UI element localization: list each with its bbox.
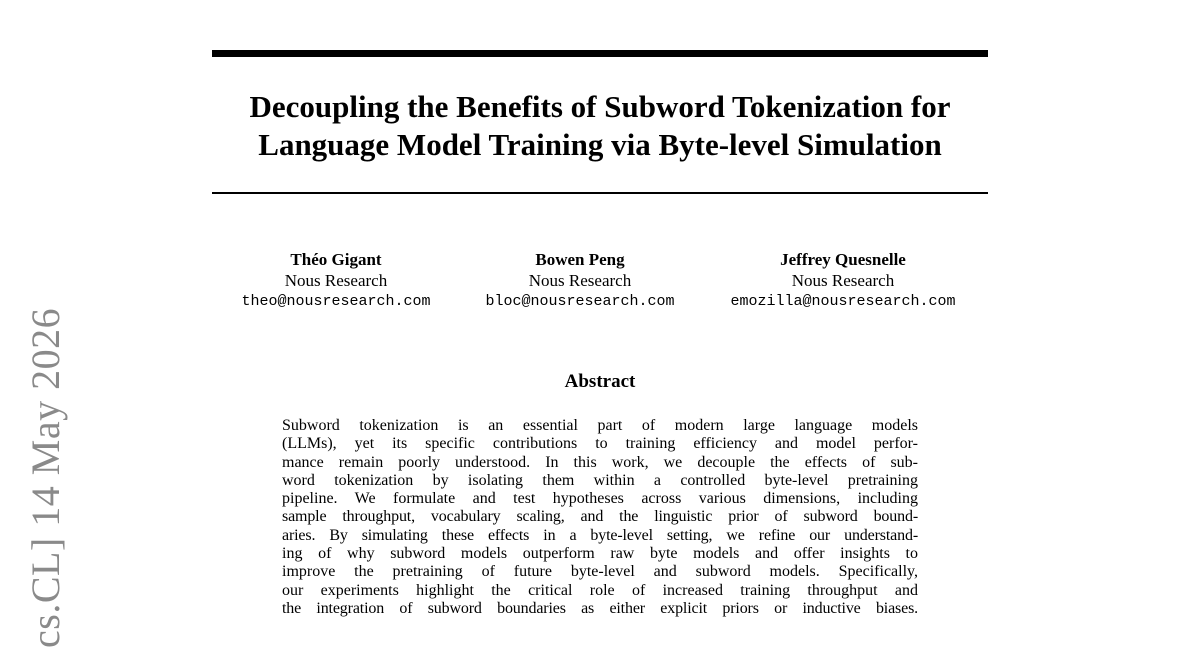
author-affiliation: Nous Research [528,271,632,290]
paper-title [212,88,988,164]
title-top-rule [212,50,988,57]
abstract-line: ing of why subword models outperform raw byte models and offer insights to [282,545,918,563]
author-name: Théo Gigant [290,250,382,269]
author-affiliation: Nous Research [791,271,895,290]
author-block-1 [228,249,444,313]
title-line-2: Language Model Training via Byte-level Simulation [258,127,942,162]
author-email[interactable]: bloc@nousresearch.com [485,293,675,310]
abstract-line: mance remain poorly understood. In this work, we decouple the effects of sub- [282,453,918,471]
abstract-line: (LLMs), yet its specific contributions to training efficiency and model perfor- [282,435,918,453]
author-email[interactable]: theo@nousresearch.com [241,293,431,310]
abstract-line: pipeline. We formulate and test hypotheses across various dimensions, including [282,490,918,508]
abstract-line: improve the pretraining of future byte-level and subword models. Specifically, [282,563,918,581]
abstract-heading: Abstract [564,371,636,392]
author-block-3 [714,249,972,313]
author-block-2 [472,249,688,313]
title-bottom-rule [212,192,988,194]
arxiv-side-stamp: cs.CL] 14 May 2026 [23,307,68,648]
abstract-line: sample throughput, vocabulary scaling, and the linguistic prior of subword bound- [282,508,918,526]
abstract-line: aries. By simulating these effects in a byte-level setting, we refine our understand- [282,526,918,544]
author-affiliation: Nous Research [284,271,388,290]
author-name: Jeffrey Quesnelle [780,250,906,269]
author-name: Bowen Peng [535,250,625,269]
abstract-line: word tokenization by isolating them within a controlled byte-level pretraining [282,471,918,489]
author-email[interactable]: emozilla@nousresearch.com [730,293,956,310]
abstract-line: Subword tokenization is an essential part of modern large language models [282,417,918,434]
abstract-line: the integration of subword boundaries as either explicit priors or inductive biases. [282,599,918,617]
abstract-line: our experiments highlight the critical role of increased training throughput and [282,581,918,599]
title-line-1: Decoupling the Benefits of Subword Tokenization for [249,89,951,124]
abstract-body [282,417,918,618]
